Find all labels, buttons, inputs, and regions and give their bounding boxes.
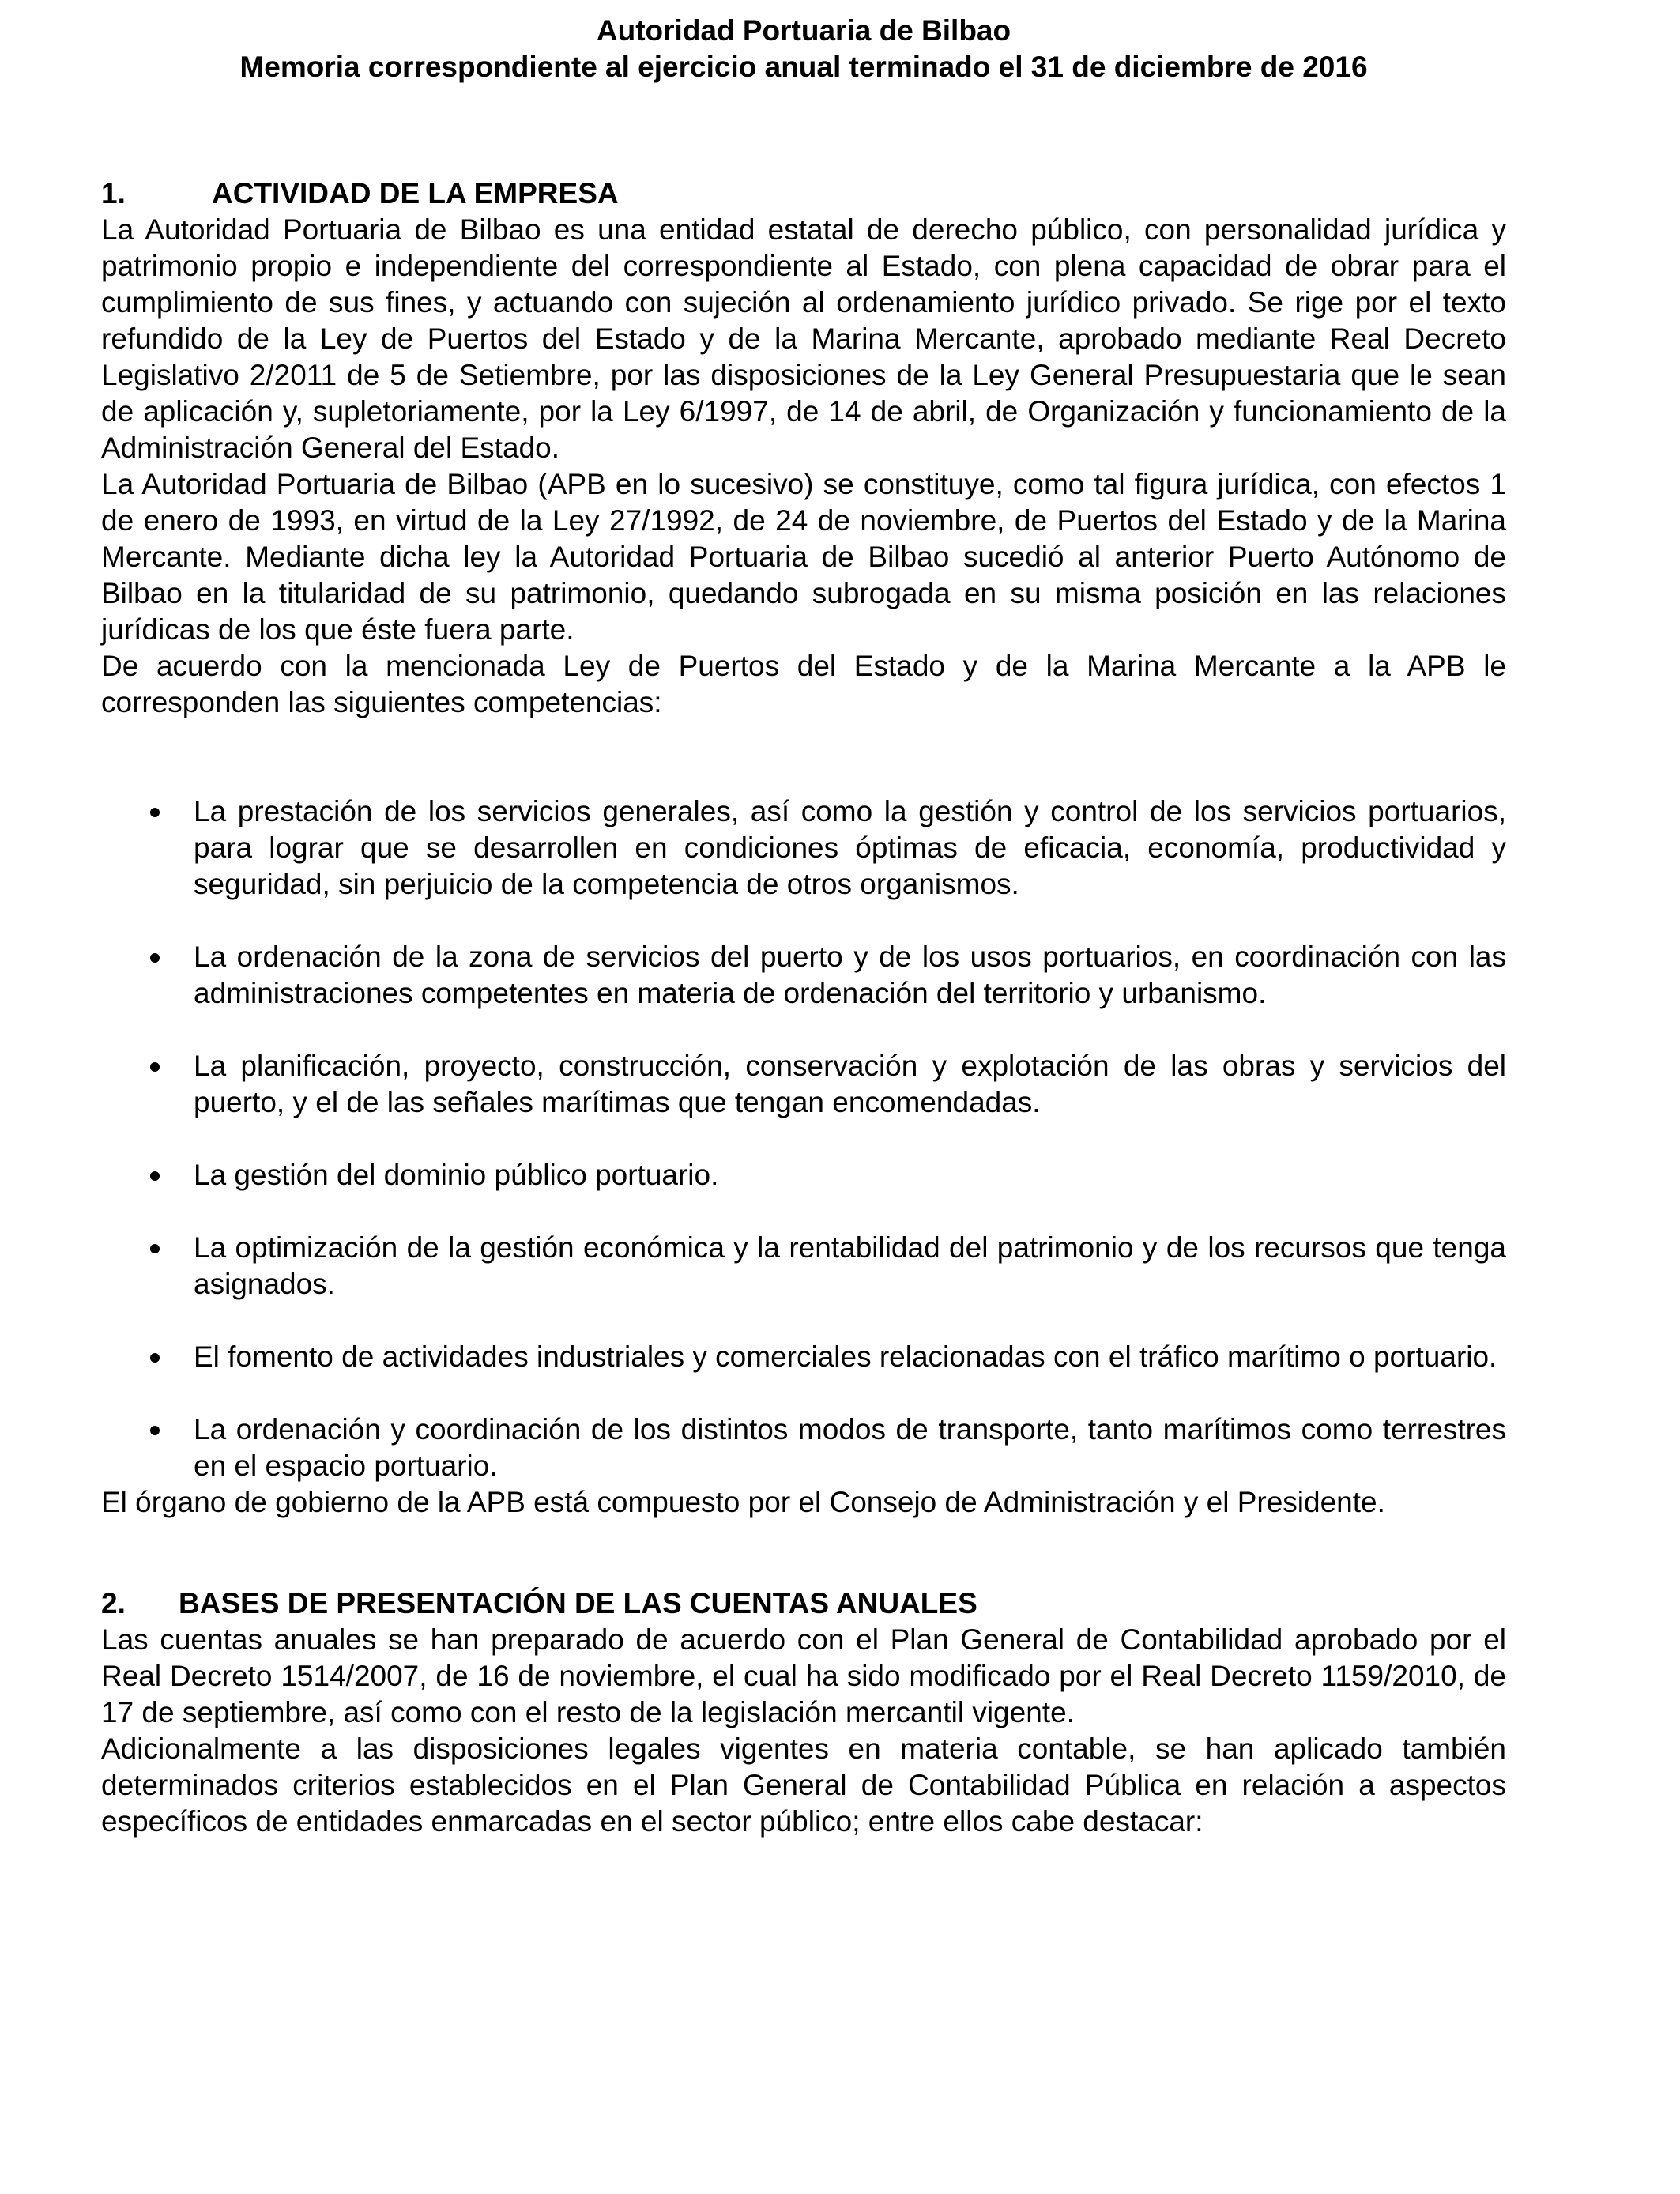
list-item-text: La prestación de los servicios generales, así como la gestión y control de los servicios portuarios, para lograr que se desarrollen en condiciones óptimas de eficacia, economía, productividad y seguridad, sin perjuicio de la competencia de otros organismos. xyxy=(194,795,1506,900)
list-item xyxy=(101,939,1506,1012)
list-item xyxy=(101,1339,1506,1375)
bullet-icon xyxy=(150,1171,160,1181)
header-report-title: Memoria correspondiente al ejercicio anual terminado el 31 de diciembre de 2016 xyxy=(239,51,1368,83)
section-1-number: 1. xyxy=(101,177,126,209)
section-1-paragraph-1: La Autoridad Portuaria de Bilbao es una entidad estatal de derecho público, con personalidad jurídica y patrimonio propio e independiente del correspondiente al Estado, con plena capacidad de obrar para el cumplimiento de sus fines, y actuando con sujeción al ordenamiento jurídico privado. Se rige por el texto refundido de la Ley de Puertos del Estado y de la Marina Mercante, aprobado mediante Real Decreto Legislativo 2/2011 de 5 de Setiembre, por las disposiciones de la Ley General Presupuestaria que le sean de aplicación y, supletoriamente, por la Ley 6/1997, de 14 de abril, de Organización y funcionamiento de la Administración General del Estado. xyxy=(101,213,1506,464)
section-1-heading xyxy=(101,175,1506,212)
document-header xyxy=(101,13,1506,85)
list-item xyxy=(101,1230,1506,1302)
list-item-text: El fomento de actividades industriales y comerciales relacionadas con el tráfico marítimo o portuario. xyxy=(194,1340,1497,1373)
section-1-title: ACTIVIDAD DE LA EMPRESA xyxy=(212,177,619,209)
document-page xyxy=(101,0,1506,1840)
bullet-icon xyxy=(150,808,160,817)
list-item-text: La ordenación de la zona de servicios del puerto y de los usos portuarios, en coordinación con las administraciones competentes en materia de ordenación del territorio y urbanismo. xyxy=(194,941,1506,1009)
section-1-closing: El órgano de gobierno de la APB está compuesto por el Consejo de Administración y el Presidente. xyxy=(101,1486,1385,1518)
section-1-paragraph-3: De acuerdo con la mencionada Ley de Puertos del Estado y de la Marina Mercante a la APB le corresponden las siguientes competencias: xyxy=(101,650,1506,718)
list-item xyxy=(101,794,1506,903)
section-2-heading xyxy=(101,1585,1506,1622)
section-2-paragraph-1: Las cuentas anuales se han preparado de acuerdo con el Plan General de Contabilidad aprobado por el Real Decreto 1514/2007, de 16 de noviembre, el cual ha sido modificado por el Real Decreto 1159/2010, de 17 de septiembre, así como con el resto de la legislación mercantil vigente. xyxy=(101,1623,1506,1728)
bullet-icon xyxy=(150,953,160,963)
list-item-text: La optimización de la gestión económica y la rentabilidad del patrimonio y de los recursos que tenga asignados. xyxy=(194,1231,1506,1300)
list-item xyxy=(101,1048,1506,1121)
bullet-icon xyxy=(150,1353,160,1363)
header-entity-name: Autoridad Portuaria de Bilbao xyxy=(596,14,1011,47)
section-2-paragraph-2: Adicionalmente a las disposiciones legales vigentes en materia contable, se han aplicado también determinados criterios establecidos en el Plan General de Contabilidad Pública en relación a aspectos específicos de entidades enmarcadas en el sector público; entre ellos cabe destacar: xyxy=(101,1732,1506,1838)
section-1-paragraph-2: La Autoridad Portuaria de Bilbao (APB en lo sucesivo) se constituye, como tal figura jurídica, con efectos 1 de enero de 1993, en virtud de la Ley 27/1992, de 24 de noviembre, de Puertos del Estado y de la Marina Mercante. Mediante dicha ley la Autoridad Portuaria de Bilbao sucedió al anterior Puerto Autónomo de Bilbao en la titularidad de su patrimonio, quedando subrogada en su misma posición en las relaciones jurídicas de los que éste fuera parte. xyxy=(101,468,1506,646)
list-item-text: La gestión del dominio público portuario. xyxy=(194,1159,719,1191)
list-item-text: La ordenación y coordinación de los distintos modos de transporte, tanto marítimos como terrestres en el espacio portuario. xyxy=(194,1413,1506,1482)
bullet-icon xyxy=(150,1062,160,1072)
section-2-number: 2. xyxy=(101,1587,126,1619)
bullet-icon xyxy=(150,1244,160,1253)
list-item xyxy=(101,1157,1506,1193)
list-item-text: La planificación, proyecto, construcción, conservación y explotación de las obras y servicios del puerto, y el de las señales marítimas que tengan encomendadas. xyxy=(194,1050,1506,1118)
competencias-list xyxy=(101,794,1506,1484)
list-item xyxy=(101,1412,1506,1484)
bullet-icon xyxy=(150,1426,160,1435)
section-2-title: BASES DE PRESENTACIÓN DE LAS CUENTAS ANUALES xyxy=(179,1587,977,1619)
